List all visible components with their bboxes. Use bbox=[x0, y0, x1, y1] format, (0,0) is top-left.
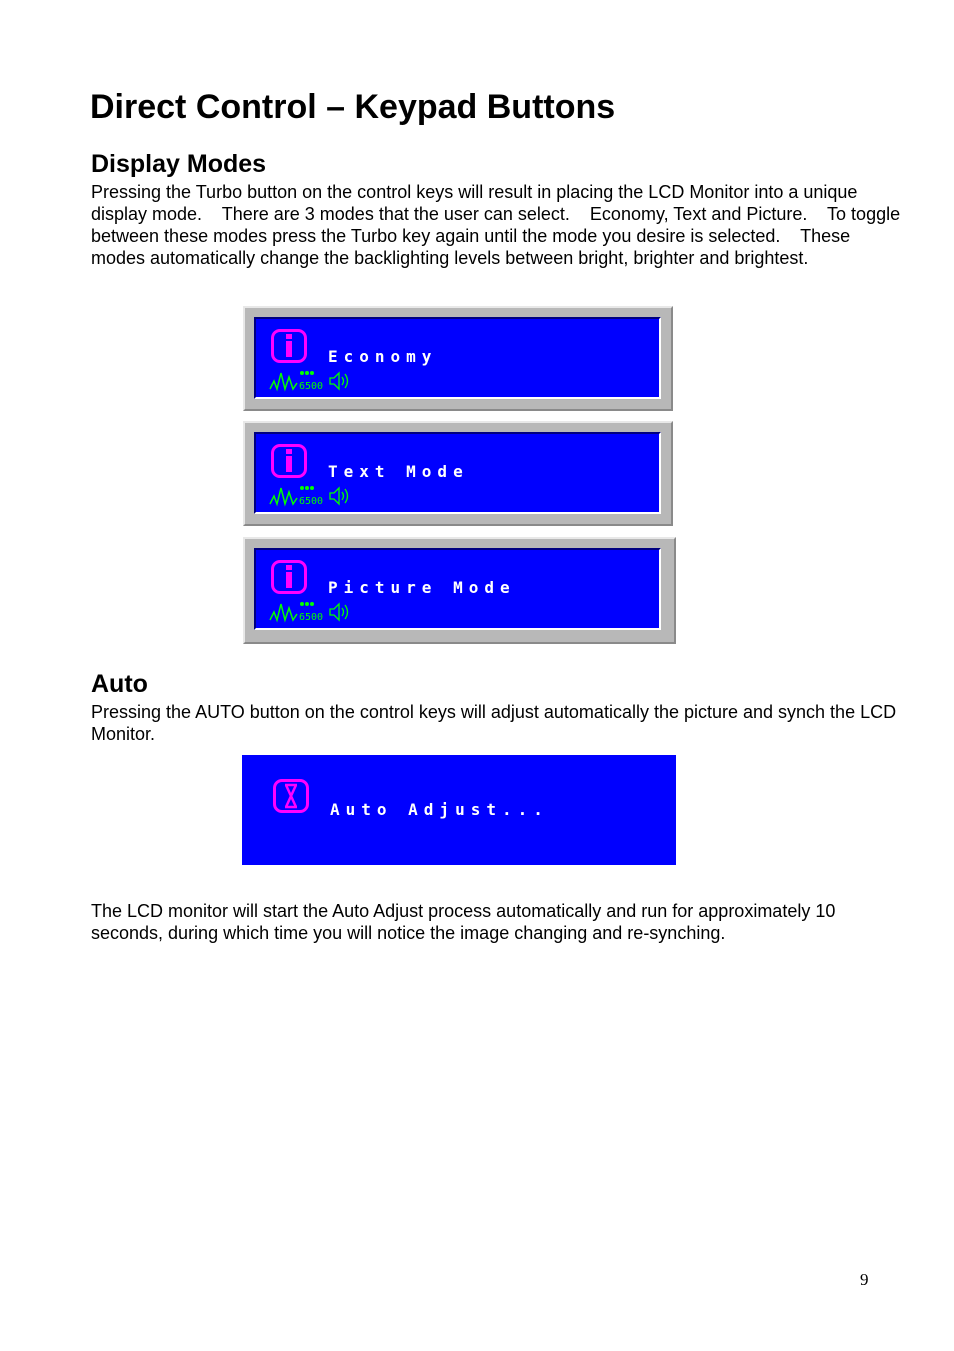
osd-panel bbox=[254, 317, 661, 399]
color-temp-icon bbox=[299, 486, 323, 507]
hourglass-icon bbox=[273, 779, 309, 813]
osd-status-icons bbox=[268, 600, 358, 624]
display-modes-heading: Display Modes bbox=[91, 150, 267, 178]
osd-screen-economy bbox=[243, 306, 673, 411]
color-temp-icon bbox=[299, 371, 323, 392]
waveform-icon bbox=[270, 604, 297, 620]
osd-panel bbox=[254, 432, 661, 514]
color-temp-value: 6500 bbox=[299, 381, 324, 392]
info-icon bbox=[271, 444, 307, 478]
osd-status-icons bbox=[268, 369, 358, 393]
color-temp-value: 6500 bbox=[299, 496, 324, 507]
osd-status-icons bbox=[268, 484, 358, 508]
speaker-icon bbox=[330, 604, 348, 620]
auto-heading: Auto bbox=[91, 670, 148, 698]
osd-mode-label: Text Mode bbox=[328, 462, 469, 481]
waveform-icon bbox=[270, 373, 297, 389]
page-number: 9 bbox=[860, 1270, 869, 1289]
osd-mode-label: Picture Mode bbox=[328, 578, 516, 597]
waveform-icon bbox=[270, 488, 297, 504]
osd-panel bbox=[254, 548, 661, 630]
speaker-icon bbox=[330, 488, 348, 504]
osd-screen-auto-adjust bbox=[242, 755, 676, 865]
speaker-icon bbox=[330, 373, 348, 389]
color-temp-icon bbox=[299, 602, 323, 623]
page-title: Direct Control – Keypad Buttons bbox=[90, 88, 616, 126]
osd-mode-label: Economy bbox=[328, 347, 438, 366]
osd-screen-text-mode bbox=[243, 421, 673, 526]
auto-paragraph: Pressing the AUTO button on the control keys will adjust automatically the picture and synch the LCD Monitor. bbox=[91, 702, 897, 744]
osd-auto-label: Auto Adjust... bbox=[330, 800, 549, 819]
osd-screen-picture-mode bbox=[243, 537, 676, 644]
auto-followup-paragraph: The LCD monitor will start the Auto Adjust process automatically and run for approximately 10 seconds, during which time you will notice the image changing and re-synching. bbox=[91, 901, 836, 943]
color-temp-value: 6500 bbox=[299, 612, 324, 623]
display-modes-paragraph: Pressing the Turbo button on the control keys will result in placing the LCD Monitor into a unique display mode. There are 3 modes that the user can select. Economy, Text and Picture. To toggle between these modes press the Turbo key again until the mode you desire is selected. These modes automatically change the backlighting levels between bright, brighter and brightest. bbox=[91, 182, 906, 268]
info-icon bbox=[271, 329, 307, 363]
info-icon bbox=[271, 560, 307, 594]
